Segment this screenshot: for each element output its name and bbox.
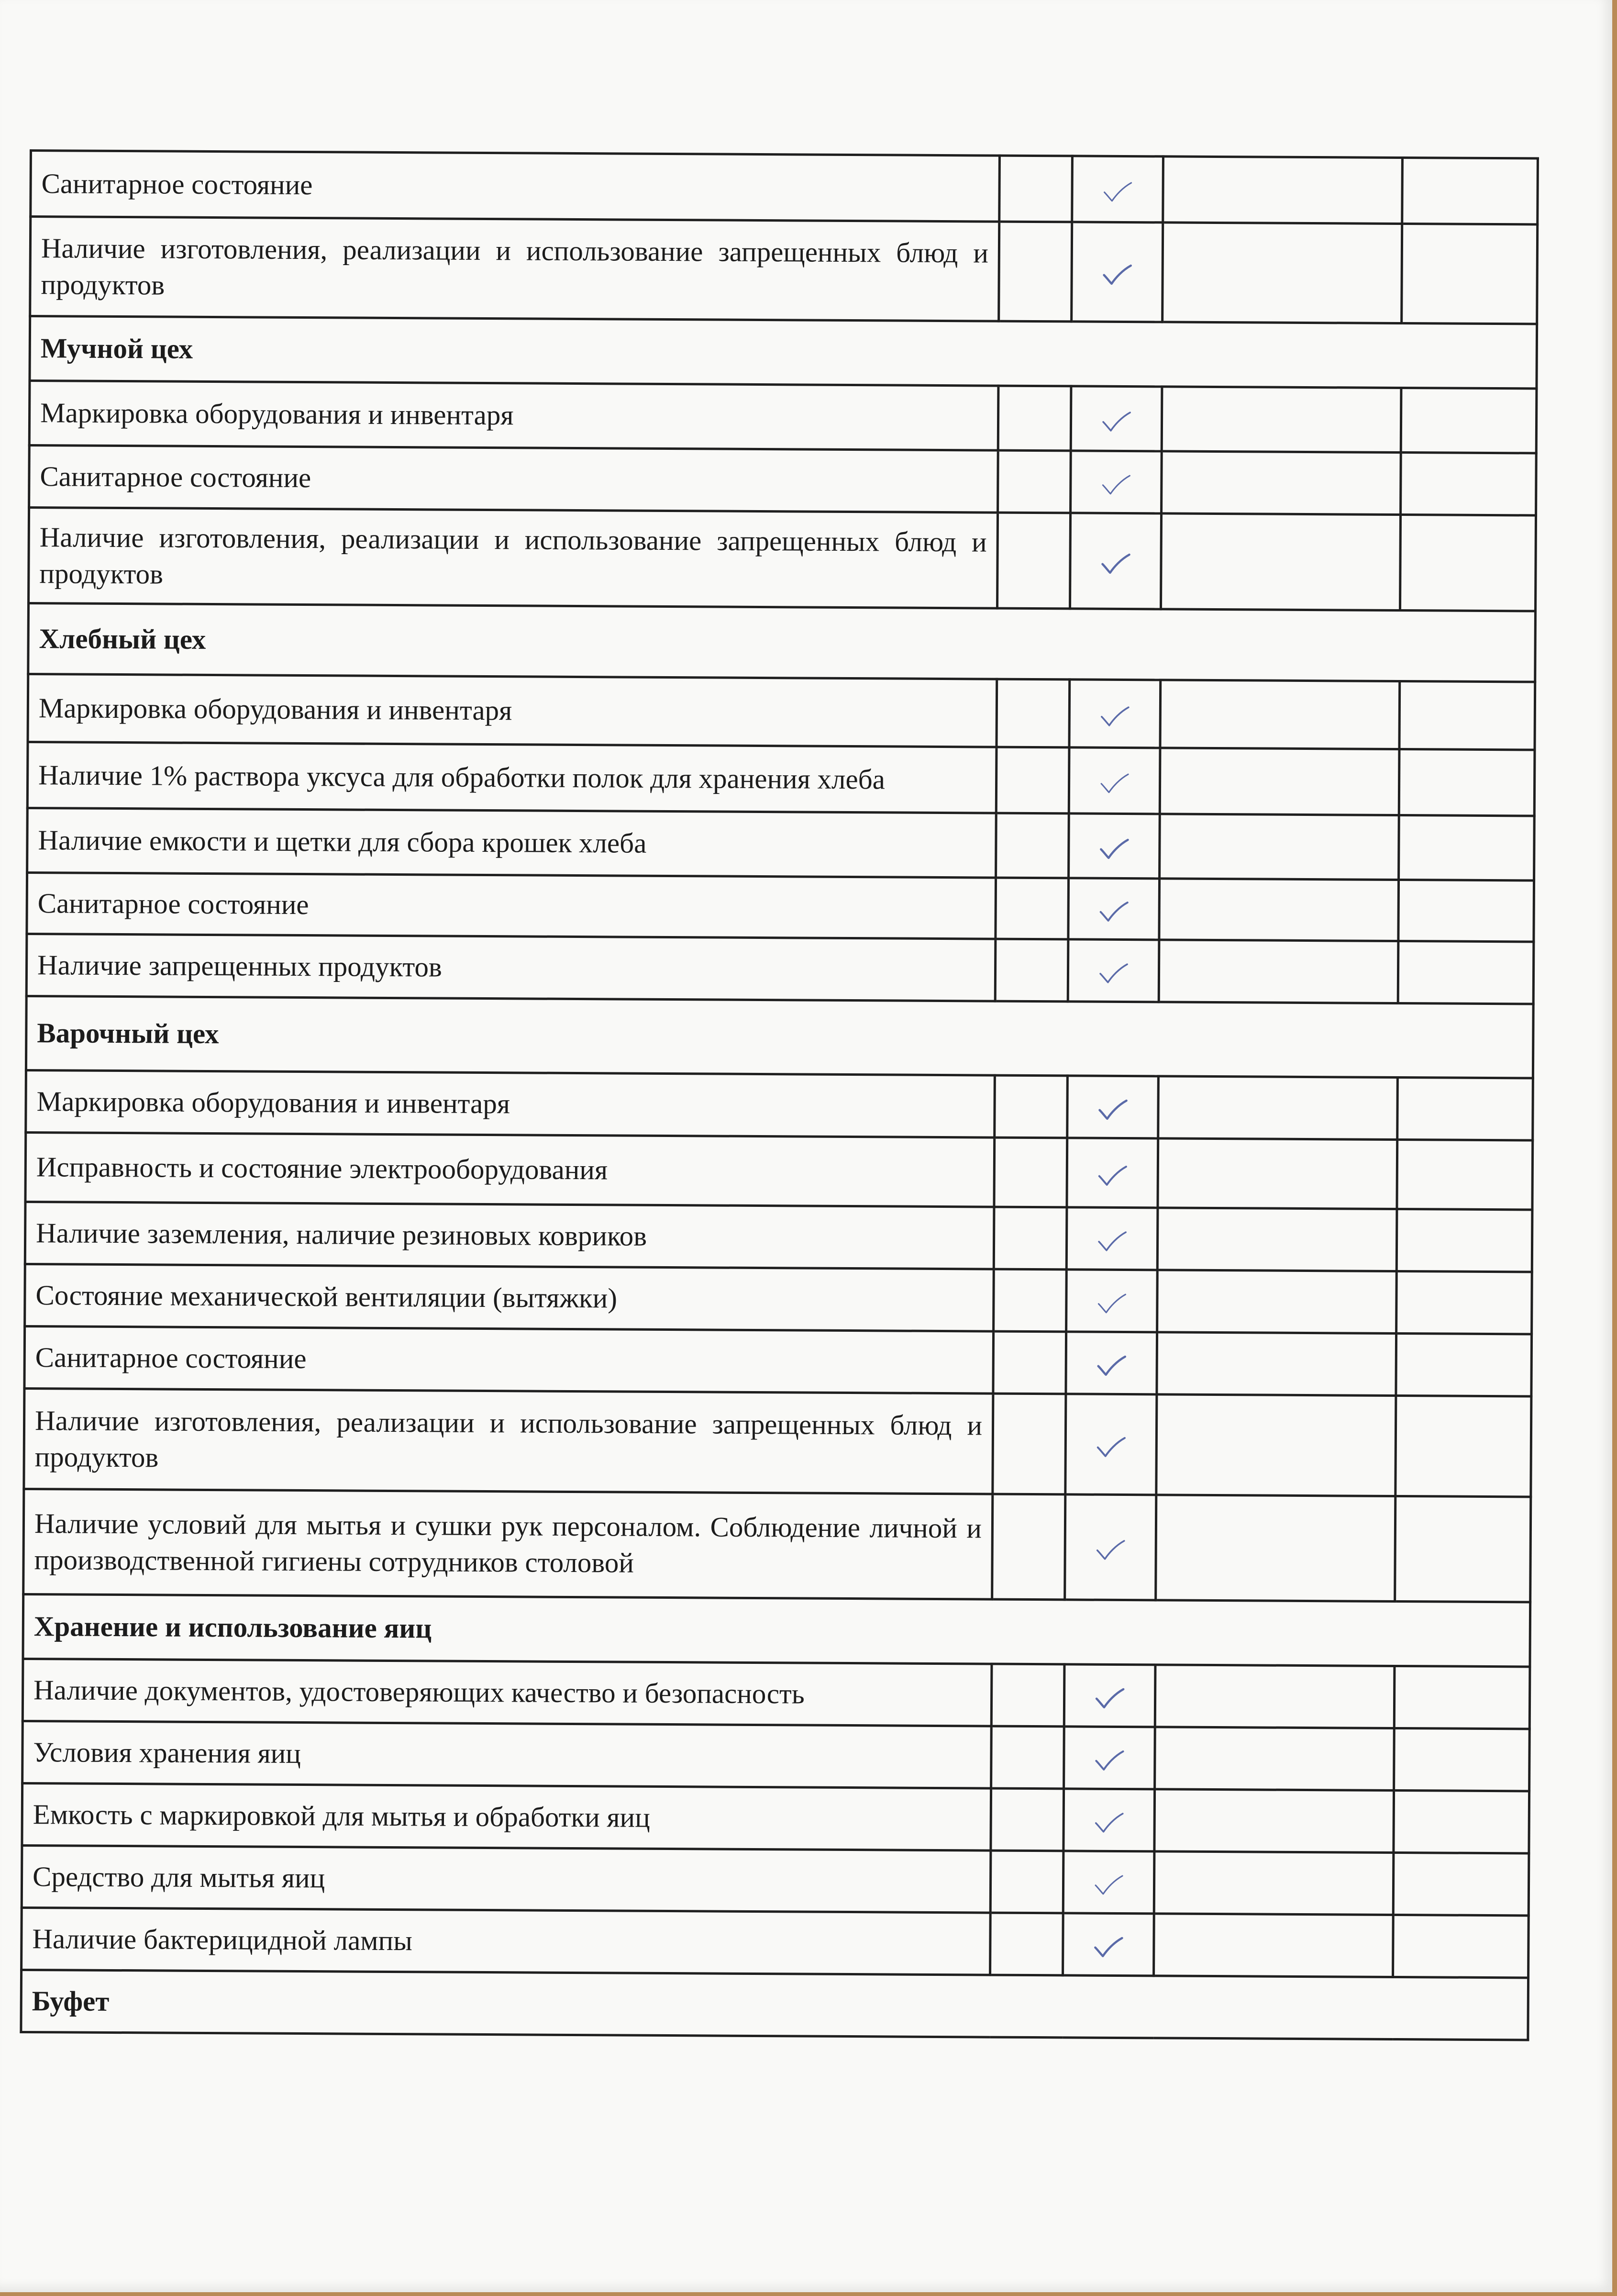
mark-cell-col-c: [1160, 814, 1399, 880]
section-title: Варочный цех: [26, 996, 1533, 1078]
criterion-text: Наличие заземления, наличие резиновых ковриков: [25, 1202, 994, 1269]
mark-cell-col-b: [1072, 222, 1163, 322]
criterion-text: Маркировка оборудования и инвентаря: [26, 1070, 995, 1137]
checklist-row: [22, 1721, 1530, 1791]
mark-cell-col-b: [1067, 1076, 1159, 1138]
mark-cell-col-a: [991, 1664, 1064, 1727]
checklist-row: [22, 1659, 1530, 1728]
check-mark-icon: [1095, 1539, 1126, 1561]
criterion-text: Средство для мытья яиц: [22, 1845, 991, 1913]
mark-cell-col-d: [1400, 515, 1536, 611]
section-header-row: [26, 996, 1533, 1078]
mark-cell-col-b: [1066, 1270, 1158, 1332]
mark-cell-col-c: [1160, 748, 1399, 815]
checklist-row: [22, 1845, 1529, 1915]
mark-cell-col-c: [1162, 451, 1401, 515]
mark-cell-col-d: [1397, 1077, 1533, 1140]
checklist-row: [27, 742, 1535, 815]
check-mark-icon: [1094, 1750, 1125, 1772]
check-mark-icon: [1100, 553, 1131, 575]
mark-cell-col-d: [1397, 1139, 1533, 1209]
mark-cell-col-d: [1394, 1790, 1529, 1853]
mark-cell-col-d: [1402, 158, 1538, 224]
mark-cell-col-b: [1069, 814, 1160, 879]
criterion-text: Наличие изготовления, реализации и использование запрещенных блюд и продуктов: [30, 217, 999, 322]
mark-cell-col-d: [1396, 1271, 1532, 1334]
mark-cell-col-d: [1401, 453, 1537, 515]
criterion-text: Наличие документов, удостоверяющих качество и безопасность: [22, 1659, 992, 1726]
section-header-row: [30, 316, 1537, 389]
checklist-row: [31, 151, 1538, 224]
criterion-text: Санитарное состояние: [27, 872, 996, 939]
criterion-text: Емкость с маркировкой для мытья и обработки яиц: [22, 1783, 991, 1850]
checklist-row: [22, 1907, 1529, 1977]
mark-cell-col-d: [1395, 1395, 1531, 1496]
mark-cell-col-b: [1070, 513, 1162, 609]
checklist-row: [27, 872, 1534, 941]
mark-cell-col-c: [1156, 1394, 1396, 1496]
mark-cell-col-b: [1063, 1913, 1154, 1976]
mark-cell-col-d: [1395, 1496, 1531, 1602]
checklist-row: [24, 1388, 1531, 1496]
check-mark-icon: [1098, 962, 1129, 984]
mark-cell-col-c: [1155, 1665, 1395, 1728]
mark-cell-col-d: [1393, 1852, 1529, 1915]
criterion-text: Наличие изготовления, реализации и использование запрещенных блюд и продуктов: [29, 508, 998, 609]
criterion-text: Санитарное состояние: [29, 446, 998, 513]
mark-cell-col-a: [994, 1269, 1067, 1332]
check-mark-icon: [1096, 1230, 1127, 1252]
check-mark-icon: [1099, 705, 1130, 727]
mark-cell-col-d: [1396, 1209, 1532, 1271]
check-mark-icon: [1094, 1687, 1125, 1709]
checklist-row: [25, 1202, 1532, 1271]
mark-cell-col-b: [1065, 1494, 1156, 1600]
mark-cell-col-b: [1066, 1207, 1158, 1270]
mark-cell-col-c: [1157, 1208, 1397, 1271]
mark-cell-col-a: [990, 1850, 1063, 1913]
check-mark-icon: [1099, 772, 1130, 794]
check-mark-icon: [1096, 1355, 1127, 1377]
mark-cell-col-a: [996, 747, 1069, 814]
check-mark-icon: [1098, 901, 1129, 923]
check-mark-icon: [1101, 410, 1131, 432]
mark-cell-col-b: [1069, 680, 1161, 748]
mark-cell-col-b: [1064, 1664, 1155, 1727]
mark-cell-col-b: [1068, 878, 1160, 940]
criterion-text: Состояние механической вентиляции (вытяжки): [25, 1264, 994, 1331]
checklist-table: [20, 149, 1539, 2041]
checklist-row: [26, 934, 1534, 1003]
mark-cell-col-b: [1064, 1727, 1155, 1789]
mark-cell-col-c: [1163, 156, 1403, 224]
mark-cell-col-c: [1154, 1851, 1394, 1915]
mark-cell-col-b: [1071, 451, 1162, 513]
mark-cell-col-b: [1072, 156, 1163, 223]
criterion-text: Наличие запрещенных продуктов: [26, 934, 996, 1001]
mark-cell-col-c: [1160, 680, 1400, 749]
check-mark-icon: [1102, 264, 1132, 286]
check-mark-icon: [1093, 1936, 1124, 1958]
mark-cell-col-a: [998, 386, 1071, 451]
mark-cell-col-a: [996, 878, 1069, 939]
mark-cell-col-d: [1399, 681, 1535, 750]
checklist-row: [26, 1070, 1533, 1140]
mark-cell-col-b: [1071, 386, 1162, 451]
section-title: Хранение и использование яиц: [23, 1594, 1530, 1666]
mark-cell-col-d: [1393, 1915, 1529, 1977]
checklist-row: [24, 1326, 1532, 1396]
checklist-row: [22, 1783, 1529, 1853]
section-header-row: [28, 603, 1536, 682]
criterion-text: Условия хранения яиц: [22, 1721, 992, 1788]
criterion-text: Наличие бактерицидной лампы: [22, 1907, 991, 1975]
checklist-body: [21, 151, 1538, 2040]
mark-cell-col-c: [1156, 1495, 1395, 1602]
mark-cell-col-b: [1063, 1789, 1155, 1851]
mark-cell-col-a: [997, 679, 1070, 747]
criterion-text: Наличие 1% раствора уксуса для обработки полок для хранения хлеба: [27, 742, 997, 813]
mark-cell-col-c: [1155, 1727, 1395, 1791]
mark-cell-col-a: [995, 1075, 1068, 1138]
section-title: Хлебный цех: [28, 603, 1536, 682]
mark-cell-col-a: [994, 1207, 1067, 1270]
mark-cell-col-c: [1158, 1076, 1398, 1140]
check-mark-icon: [1096, 1436, 1126, 1458]
check-mark-icon: [1097, 1099, 1128, 1121]
criterion-text: Маркировка оборудования и инвентаря: [29, 381, 998, 451]
mark-cell-col-c: [1161, 513, 1401, 611]
mark-cell-col-d: [1399, 815, 1535, 881]
section-title: Мучной цех: [30, 316, 1537, 389]
mark-cell-col-a: [994, 1137, 1067, 1207]
mark-cell-col-c: [1159, 940, 1398, 1003]
mark-cell-col-a: [993, 1393, 1066, 1494]
checklist-row: [23, 1489, 1531, 1602]
check-mark-icon: [1094, 1812, 1124, 1834]
check-mark-icon: [1099, 837, 1130, 859]
mark-cell-col-b: [1066, 1332, 1157, 1394]
mark-cell-col-d: [1398, 880, 1534, 942]
mark-cell-col-a: [998, 450, 1071, 513]
mark-cell-col-c: [1157, 1332, 1396, 1396]
checklist-row: [27, 808, 1535, 880]
mark-cell-col-b: [1067, 1138, 1158, 1208]
section-header-row: [23, 1594, 1530, 1666]
mark-cell-col-a: [990, 1913, 1063, 1975]
criterion-text: Санитарное состояние: [31, 151, 1000, 222]
mark-cell-col-c: [1159, 879, 1399, 941]
mark-cell-col-d: [1401, 388, 1537, 453]
checklist-row: [29, 446, 1537, 515]
checklist-row: [30, 217, 1538, 324]
check-mark-icon: [1102, 181, 1133, 203]
mark-cell-col-c: [1154, 1914, 1394, 1977]
mark-cell-col-d: [1402, 224, 1538, 324]
check-mark-icon: [1101, 474, 1131, 496]
criterion-text: Наличие условий для мытья и сушки рук персоналом. Соблюдение личной и производственной гигиены сотрудников столовой: [23, 1489, 993, 1599]
check-mark-icon: [1096, 1293, 1127, 1315]
check-mark-icon: [1097, 1164, 1128, 1186]
checklist-row: [29, 508, 1536, 611]
mark-cell-col-a: [991, 1726, 1064, 1789]
criterion-text: Маркировка оборудования и инвентаря: [28, 674, 997, 747]
mark-cell-col-a: [995, 939, 1068, 1002]
mark-cell-col-b: [1065, 1394, 1157, 1495]
mark-cell-col-c: [1163, 223, 1402, 323]
checklist-row: [29, 381, 1537, 453]
mark-cell-col-a: [992, 1494, 1065, 1600]
mark-cell-col-d: [1394, 1666, 1530, 1728]
mark-cell-col-a: [996, 813, 1069, 878]
mark-cell-col-d: [1394, 1728, 1530, 1791]
mark-cell-col-d: [1396, 1333, 1532, 1396]
checklist-row: [28, 674, 1535, 749]
criterion-text: Наличие изготовления, реализации и использование запрещенных блюд и продуктов: [24, 1388, 993, 1494]
criterion-text: Санитарное состояние: [24, 1326, 994, 1393]
mark-cell-col-a: [999, 222, 1072, 322]
criterion-text: Исправность и состояние электрооборудования: [25, 1132, 995, 1207]
mark-cell-col-c: [1162, 387, 1401, 453]
mark-cell-col-a: [997, 513, 1071, 609]
mark-cell-col-a: [993, 1331, 1066, 1394]
criterion-text: Наличие емкости и щетки для сбора крошек хлеба: [27, 808, 997, 878]
mark-cell-col-a: [991, 1788, 1064, 1851]
mark-cell-col-b: [1069, 747, 1160, 814]
checklist-row: [25, 1264, 1532, 1334]
mark-cell-col-c: [1154, 1789, 1394, 1853]
mark-cell-col-d: [1398, 941, 1534, 1004]
mark-cell-col-c: [1157, 1270, 1397, 1334]
checklist-row: [25, 1132, 1533, 1209]
mark-cell-col-a: [999, 156, 1073, 222]
section-title: Буфет: [21, 1970, 1528, 2040]
mark-cell-col-d: [1399, 749, 1535, 816]
section-header-row: [21, 1970, 1528, 2040]
mark-cell-col-b: [1063, 1851, 1154, 1914]
check-mark-icon: [1093, 1874, 1124, 1896]
mark-cell-col-b: [1068, 939, 1159, 1002]
mark-cell-col-c: [1158, 1138, 1397, 1209]
